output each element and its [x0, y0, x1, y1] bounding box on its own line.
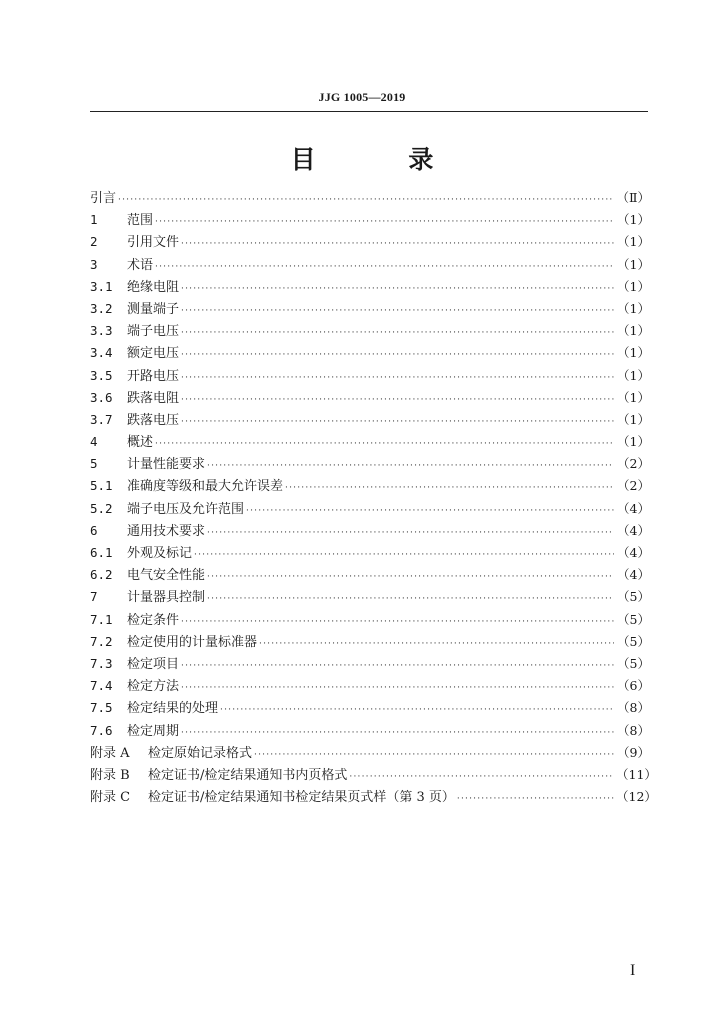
toc-page-number: （1）: [617, 367, 650, 383]
toc-entry[interactable]: [90, 254, 650, 276]
toc-entry[interactable]: [90, 653, 650, 675]
toc-dot-leader: [259, 633, 614, 655]
toc-dot-leader: [181, 722, 614, 744]
toc-dot-leader: [181, 677, 614, 699]
toc-page-number: （1）: [617, 234, 650, 250]
toc-entry-label: 测量端子: [127, 301, 180, 317]
toc-section-number: 7.5: [90, 700, 113, 716]
toc-entry[interactable]: [90, 520, 650, 542]
toc-dot-leader: [155, 211, 614, 233]
toc-page-number: （5）: [617, 633, 650, 649]
table-of-contents: [90, 187, 657, 808]
toc-dot-leader: [181, 300, 614, 322]
toc-entry[interactable]: [90, 720, 650, 742]
toc-section-number: 3.7: [90, 411, 113, 427]
toc-entry[interactable]: [90, 298, 650, 320]
toc-page-number: （5）: [617, 655, 650, 671]
toc-dot-leader: [254, 744, 614, 766]
toc-section-number: 3: [90, 256, 98, 272]
toc-entry[interactable]: [90, 387, 650, 409]
toc-page-number: （1）: [617, 434, 650, 450]
toc-page-number: （Ⅱ）: [616, 190, 650, 205]
toc-section-number: 7.1: [90, 611, 113, 627]
toc-entry-label: 跌落电压: [127, 412, 180, 428]
toc-entry-label: 端子电压及允许范围: [127, 501, 245, 517]
toc-section-number: 附录 A: [90, 745, 130, 761]
toc-dot-leader: [181, 411, 614, 433]
toc-entry[interactable]: [90, 542, 650, 564]
toc-page-number: （1）: [617, 256, 650, 272]
toc-entry-label: 检定周期: [127, 723, 180, 739]
toc-dot-leader: [181, 367, 614, 389]
toc-dot-leader: [207, 455, 614, 477]
toc-dot-leader: [181, 655, 614, 677]
toc-page-number: （8）: [617, 700, 650, 716]
toc-section-number: 3.3: [90, 323, 113, 339]
toc-entry[interactable]: [90, 320, 650, 342]
toc-entry-label: 检定原始记录格式: [148, 745, 253, 761]
toc-entry[interactable]: [90, 431, 650, 453]
toc-dot-leader: [457, 788, 614, 810]
toc-dot-leader: [181, 322, 614, 344]
toc-dot-leader: [349, 766, 614, 788]
toc-section-number: 2: [90, 234, 98, 250]
toc-page-number: （4）: [617, 567, 650, 583]
toc-entry[interactable]: [90, 409, 650, 431]
toc-page-number: （12）: [616, 789, 657, 805]
toc-entry-label: 计量性能要求: [127, 457, 206, 473]
toc-section-number: 7.2: [90, 633, 113, 649]
page-number: I: [630, 962, 636, 979]
toc-section-number: 3.1: [90, 278, 113, 294]
toc-section-number: 3.6: [90, 389, 113, 405]
toc-entry-label: 准确度等级和最大允许误差: [127, 479, 284, 495]
toc-entry-label: 跌落电阻: [127, 390, 180, 406]
toc-page-number: （8）: [617, 722, 650, 738]
running-header: JJG 1005—2019: [318, 90, 406, 104]
toc-dot-leader: [207, 522, 614, 544]
toc-entry-label: 检定使用的计量标准器: [127, 634, 258, 650]
toc-entry-label: 检定结果的处理: [127, 701, 219, 717]
header-divider: [90, 111, 648, 112]
toc-dot-leader: [155, 433, 614, 455]
toc-entry-label: 开路电压: [127, 368, 180, 384]
toc-entry[interactable]: [90, 675, 650, 697]
toc-entry[interactable]: [90, 697, 650, 719]
toc-section-number: 7: [90, 589, 98, 605]
toc-entry-label: 额定电压: [127, 346, 180, 362]
toc-entry-label: 检定项目: [127, 656, 180, 672]
toc-page-number: （1）: [617, 345, 650, 361]
toc-entry-label: 电气安全性能: [127, 568, 206, 584]
toc-section-number: 5.1: [90, 478, 113, 494]
toc-entry[interactable]: [90, 365, 650, 387]
toc-page-number: （1）: [617, 411, 650, 427]
toc-entry-label: 计量器具控制: [127, 590, 206, 606]
toc-entry[interactable]: [90, 209, 650, 231]
toc-entry-label: 检定证书/检定结果通知书检定结果页式样（第 3 页）: [148, 790, 455, 806]
toc-page-number: （5）: [617, 611, 650, 627]
toc-page-number: （2）: [617, 456, 650, 472]
toc-page-number: （4）: [617, 522, 650, 538]
toc-entry-label: 引言: [90, 191, 117, 206]
page-title: 目 录: [290, 145, 476, 174]
toc-entry-label: 概述: [127, 435, 154, 451]
toc-entry-label: 检定条件: [127, 612, 180, 628]
toc-page-number: （4）: [617, 500, 650, 516]
toc-dot-leader: [181, 233, 614, 255]
toc-entry[interactable]: [90, 764, 657, 786]
toc-section-number: 4: [90, 434, 98, 450]
toc-entry[interactable]: [90, 609, 650, 631]
toc-page-number: （6）: [617, 678, 650, 694]
toc-entry-label: 绝缘电阻: [127, 279, 180, 295]
toc-page-number: （5）: [617, 589, 650, 605]
toc-entry[interactable]: [90, 586, 650, 608]
toc-page-number: （11）: [616, 766, 657, 782]
toc-entry[interactable]: [90, 276, 650, 298]
toc-dot-leader: [285, 477, 614, 499]
toc-dot-leader: [181, 611, 614, 633]
toc-section-number: 3.5: [90, 367, 113, 383]
toc-dot-leader: [181, 278, 614, 300]
toc-page-number: （1）: [617, 389, 650, 405]
toc-entry-label: 术语: [127, 257, 154, 273]
toc-entry[interactable]: [90, 342, 650, 364]
toc-entry-label: 通用技术要求: [127, 523, 206, 539]
toc-section-number: 附录 B: [90, 767, 130, 783]
toc-entry[interactable]: [90, 564, 650, 586]
toc-dot-leader: [207, 588, 614, 610]
toc-section-number: 7.3: [90, 655, 113, 671]
toc-entry-label: 检定方法: [127, 679, 180, 695]
toc-dot-leader: [246, 500, 614, 522]
toc-entry-label: 引用文件: [127, 235, 180, 251]
toc-section-number: 3.2: [90, 300, 113, 316]
toc-entry[interactable]: [90, 187, 650, 209]
toc-entry[interactable]: [90, 453, 650, 475]
toc-dot-leader: [181, 389, 614, 411]
toc-section-number: 6: [90, 522, 98, 538]
toc-section-number: 附录 C: [90, 790, 131, 806]
toc-section-number: 1: [90, 212, 98, 228]
toc-section-number: 5.2: [90, 500, 113, 516]
toc-page-number: （1）: [617, 212, 650, 228]
toc-section-number: 6.1: [90, 545, 113, 560]
toc-entry[interactable]: [90, 742, 650, 764]
toc-dot-leader: [207, 566, 614, 588]
toc-entry-label: 端子电压: [127, 324, 180, 340]
toc-section-number: 7.4: [90, 678, 113, 694]
toc-page-number: （1）: [617, 300, 650, 316]
toc-entry-label: 外观及标记: [127, 546, 193, 561]
toc-page-number: （4）: [617, 545, 650, 560]
toc-dot-leader: [155, 256, 614, 278]
toc-section-number: 5: [90, 456, 98, 472]
toc-dot-leader: [194, 544, 614, 566]
toc-section-number: 7.6: [90, 722, 113, 738]
toc-section-number: 3.4: [90, 345, 113, 361]
toc-page-number: （1）: [617, 278, 650, 294]
toc-entry-label: 范围: [127, 213, 154, 229]
toc-entry[interactable]: [90, 786, 657, 808]
toc-entry[interactable]: [90, 475, 650, 497]
toc-dot-leader: [118, 189, 614, 211]
toc-entry[interactable]: [90, 631, 650, 653]
toc-page-number: （2）: [617, 478, 650, 494]
toc-page-number: （1）: [617, 323, 650, 339]
toc-section-number: 6.2: [90, 567, 113, 583]
toc-entry-label: 检定证书/检定结果通知书内页格式: [148, 767, 348, 783]
toc-dot-leader: [220, 699, 614, 721]
toc-page-number: （9）: [617, 744, 650, 760]
toc-entry[interactable]: [90, 498, 650, 520]
toc-dot-leader: [181, 344, 614, 366]
toc-entry[interactable]: [90, 231, 650, 253]
